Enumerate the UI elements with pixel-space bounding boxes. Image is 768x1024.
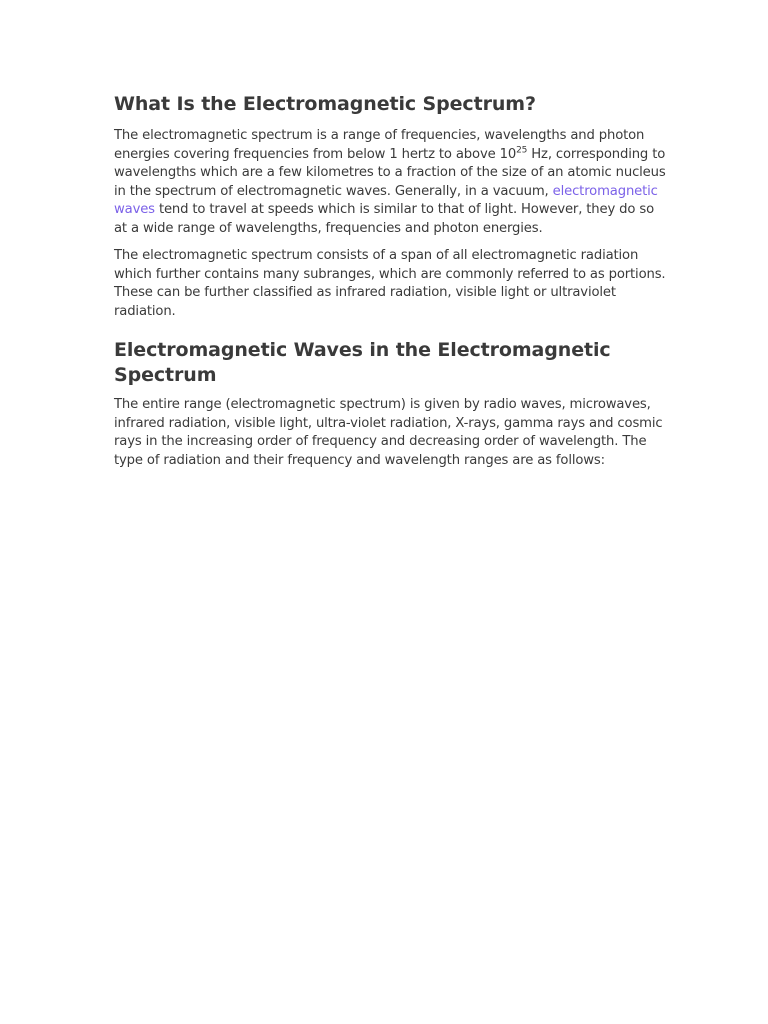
paragraph-em-spectrum-definition (114, 127, 666, 238)
paragraph-text: The electromagnetic spectrum is a range of frequencies, wavelengths and photon energies covering frequencies from below 1 hertz to above 10 (114, 128, 645, 162)
article-content (114, 92, 666, 479)
heading-em-waves-in-spectrum: Electromagnetic Waves in the Electromagnetic Spectrum (114, 339, 611, 386)
exponent: 25 (516, 145, 528, 156)
paragraph-em-spectrum-range: The entire range (electromagnetic spectrum) is given by radio waves, microwaves, infrared radiation, visible light, ultra-violet radiation, X-rays, gamma rays and cosmic rays in the increasing order of frequency and decreasing order of wavelength. The type of radiation and their frequency and wavelength ranges are as follows: (114, 397, 663, 468)
paragraph-text: tend to travel at speeds which is similar to that of light. However, they do so at a wide range of wavelengths, frequencies and photon energies. (114, 202, 654, 236)
link-electromagnetic-waves[interactable]: electromagnetic waves (114, 183, 658, 217)
paragraph-text: Hz, corresponding to wavelengths which are a few kilometres to a fraction of the size of an atomic nucleus in the spectrum of electromagnetic waves. Generally, in a vacuum, (114, 146, 666, 199)
paragraph-em-spectrum-subranges: The electromagnetic spectrum consists of a span of all electromagnetic radiation which further contains many subranges, which are commonly referred to as portions. These can be further classified as infrared radiation, visible light or ultraviolet radiation. (114, 248, 666, 319)
heading-what-is-em-spectrum: What Is the Electromagnetic Spectrum? (114, 93, 536, 115)
